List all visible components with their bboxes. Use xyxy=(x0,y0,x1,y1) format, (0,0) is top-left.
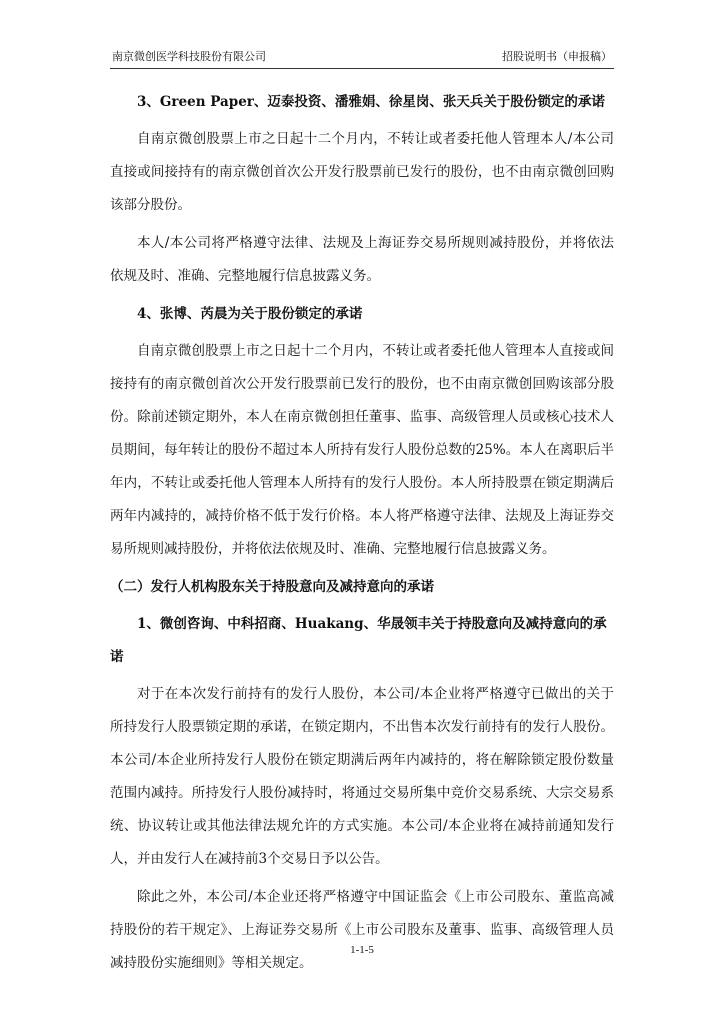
header-document-title: 招股说明书（申报稿） xyxy=(502,50,612,63)
section-4-heading: 4、张博、芮晨为关于股份锁定的承诺 xyxy=(137,306,363,322)
page-header xyxy=(110,46,614,69)
part-2-section-1-paragraph-1: 对于在本次发行前持有的发行人股份，本公司/本企业将严格遵守已做出的关于所持发行人股票锁定期的承诺，在锁定期内，不出售本次发行前持有的发行人股份。本公司/本企业所持发行人股份在锁定期满后两年内减持的，将在解除锁定股份数量范围内减持。所持发行人股份减持时，将通过交易所集中竞价交易系统、大宗交易系统、协议转让或其他法律法规允许的方式实施。本公司/本企业将在减持前通知发行人，并由发行人在减持前3个交易日予以公告。 xyxy=(110,686,614,867)
section-4-paragraph-1: 自南京微创股票上市之日起十二个月内，不转让或者委托他人管理本人直接或间接持有的南京微创首次公开发行股票前已发行的股份，也不由南京微创回购该部分股份。除前述锁定期外，本人在南京微创担任董事、监事、高级管理人员或核心技术人员期间，每年转让的股份不超过本人所持有发行人股份总数的25%。本人在离职后半年内，不转让或委托他人管理本人所持有的发行人股份。本人所持股票在锁定期满后两年内减持的，减持价格不低于发行价格。本人将严格遵守法律、法规及上海证券交易所规则减持股份，并将依法依规及时、准确、完整地履行信息披露义务。 xyxy=(110,343,614,557)
page-number: 1-1-5 xyxy=(350,944,374,956)
part-2-heading: （二）发行人机构股东关于持股意向及减持意向的承诺 xyxy=(110,579,434,595)
section-3-heading: 3、Green Paper、迈泰投资、潘雅娟、徐星岗、张天兵关于股份锁定的承诺 xyxy=(137,94,605,110)
section-3-paragraph-2: 本人/本公司将严格遵守法律、法规及上海证券交易所规则减持股份，并将依法依规及时、准确、完整地履行信息披露义务。 xyxy=(110,235,614,284)
document-body xyxy=(110,86,614,985)
part-2-section-1-paragraph-2: 除此之外，本公司/本企业还将严格遵守中国证监会《上市公司股东、董监高减持股份的若干规定》、上海证券交易所《上市公司股东及董事、监事、高级管理人员减持股份实施细则》等相关规定。 xyxy=(110,889,614,971)
section-3-paragraph-1: 自南京微创股票上市之日起十二个月内，不转让或者委托他人管理本人/本公司直接或间接持有的南京微创首次公开发行股票前已发行的股份，也不由南京微创回购该部分股份。 xyxy=(110,131,614,213)
header-company-name: 南京微创医学科技股份有限公司 xyxy=(112,50,266,63)
part-2-section-1-heading: 1、微创咨询、中科招商、Huakang、华晟领丰关于持股意向及减持意向的承诺 xyxy=(110,616,607,665)
